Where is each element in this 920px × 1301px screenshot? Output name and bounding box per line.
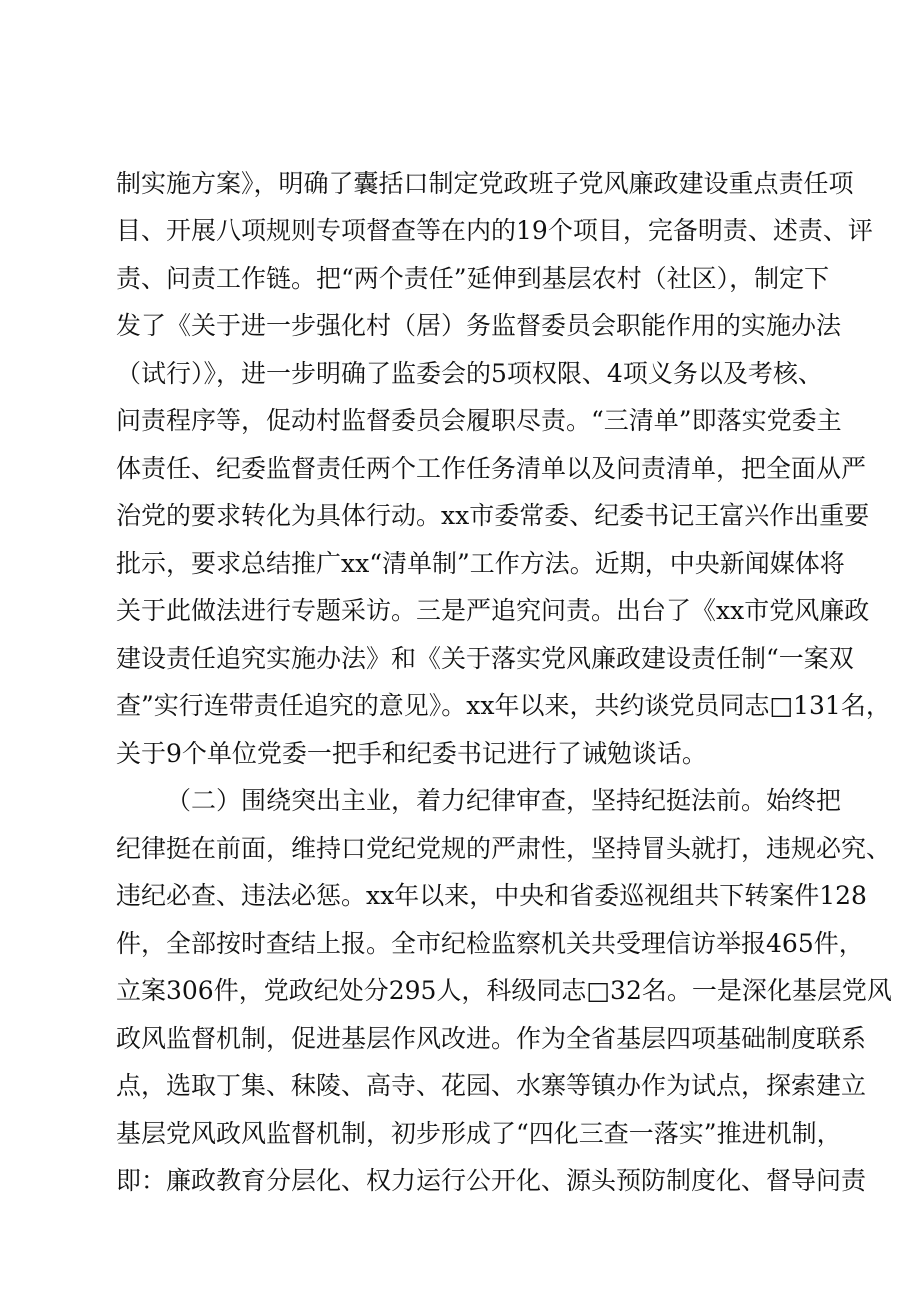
text-line: 即：廉政教育分层化、权力运行公开化、源头预防制度化、督导问责 [116,1166,867,1195]
text-line: 问责程序等，促动村监督委员会履职尽责。“三清单”即落实党委主 [116,406,842,435]
text-line: 发了《关于进一步强化村（居）务监督委员会职能作用的实施办法 [116,311,842,340]
text-line: 目、开展八项规则专项督查等在内的19个项目，完备明责、述责、评 [116,216,873,245]
text-line: 件，全部按时查结上报。全市纪检监察机关共受理信访举报465件， [116,929,864,958]
text-line: 批示，要求总结推广xx“清单制”工作方法。近期，中央新闻媒体将 [116,549,845,578]
text-line: 基层党风政风监督机制，初步形成了“四化三查一落实”推进机制， [116,1119,842,1148]
text-line: 责、问责工作链。把“两个责任”延伸到基层农村（社区），制定下 [116,264,830,293]
text-line: 治党的要求转化为具体行动。xx市委常委、纪委书记王富兴作出重要 [116,501,870,530]
paragraph-heading-line: （二）围绕突出主业，着力纪律审查，坚持纪挺法前。始终把 [166,786,842,815]
text-line: 违纪必查、违法必惩。xx年以来，中央和省委巡视组共下转案件128 [116,881,867,910]
text-line: （试行）》，进一步明确了监委会的5项权限、4项义务以及考核、 [116,359,823,388]
text-line: 查”实行连带责任追究的意见》。xx年以来，共约谈党员同志□131名， [116,691,891,720]
text-line: 关于此做法进行专题采访。三是严追究问责。出台了《xx市党风廉政 [116,596,870,625]
text-line: 关于9个单位党委一把手和纪委书记进行了诫勉谈话。 [116,739,707,768]
text-line: 建设责任追究实施办法》和《关于落实党风廉政建设责任制“一案双 [116,644,854,673]
text-line: 立案306件，党政纪处分295人，科级同志□32名。一是深化基层党风 [116,976,892,1005]
text-line: 制实施方案》，明确了囊括口制定党政班子党风廉政建设重点责任项 [116,169,854,198]
text-line: 纪律挺在前面，维持口党纪党规的严肃性，坚持冒头就打，违规必究、 [116,834,892,863]
text-line: 点，选取丁集、秣陵、高寺、花园、水寨等镇办作为试点，探索建立 [116,1071,867,1100]
text-line: 体责任、纪委监督责任两个工作任务清单以及问责清单，把全面从严 [116,454,867,483]
text-line: 政风监督机制，促进基层作风改进。作为全省基层四项基础制度联系 [116,1024,867,1053]
